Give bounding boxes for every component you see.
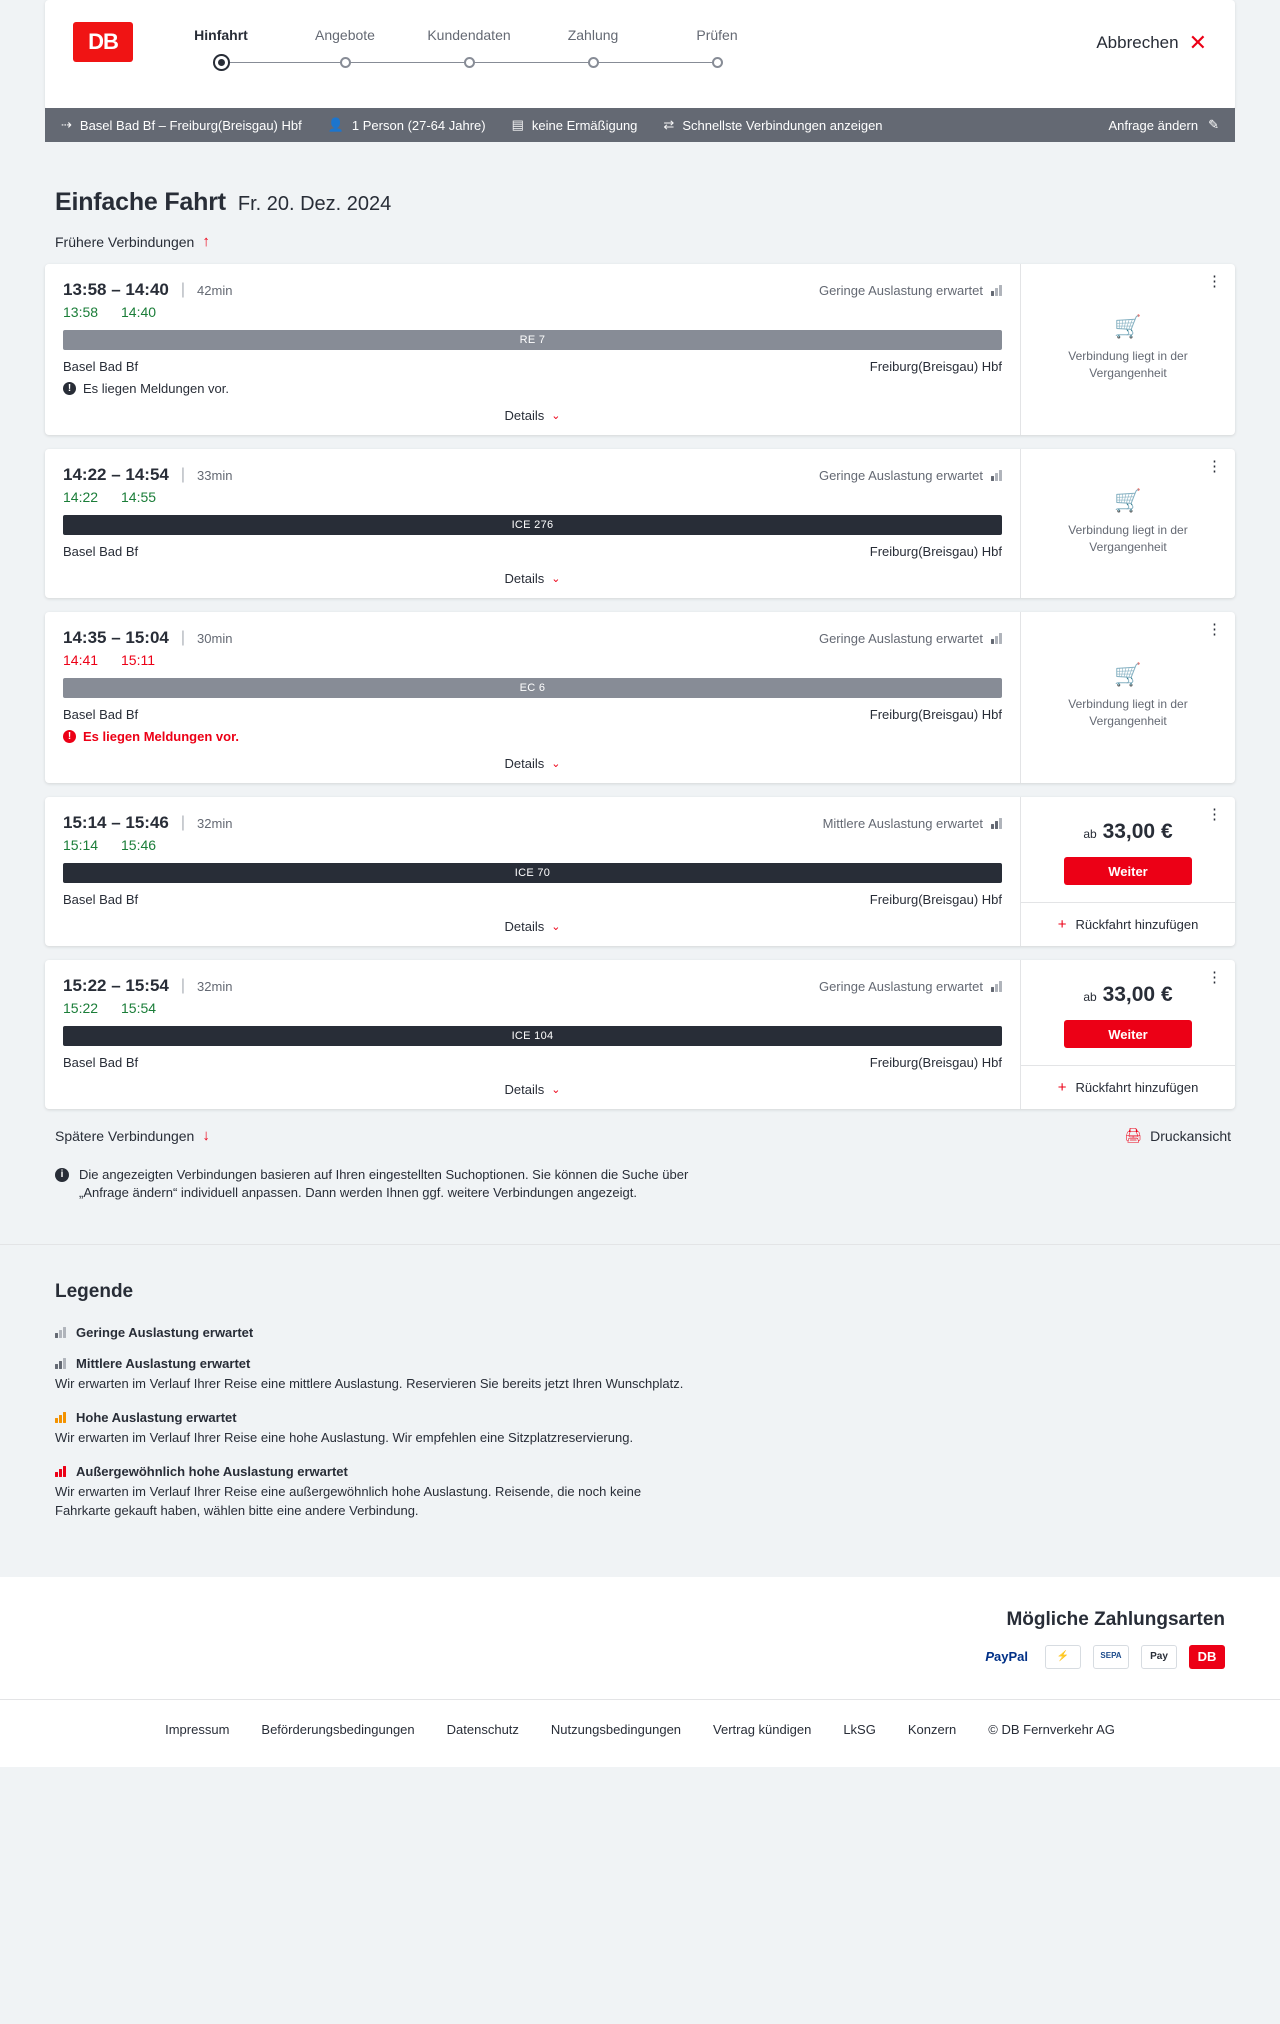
connection-details [45, 264, 1020, 435]
connection-booking-panel [1020, 449, 1235, 598]
details-toggle[interactable] [63, 756, 1002, 771]
connection-card [45, 797, 1235, 946]
realtime-departure: 15:14 [63, 837, 99, 853]
station-from: Basel Bad Bf [63, 892, 139, 907]
connection-duration: 42min [197, 282, 233, 298]
app-header [45, 0, 1235, 110]
chevron-down-icon: ⌄ [551, 410, 561, 422]
search-info-note [45, 1144, 725, 1202]
train-name: ICE 276 [511, 519, 554, 531]
legend-title: Legende [55, 1281, 134, 1303]
realtime-row [63, 1000, 1002, 1016]
step-line-right [221, 62, 283, 63]
time-separator: | [180, 281, 186, 298]
train-badge[interactable] [63, 678, 1002, 698]
station-from: Basel Bad Bf [63, 544, 139, 559]
chevron-down-icon: ⌄ [551, 921, 561, 933]
train-name: EC 6 [519, 682, 546, 694]
connection-time-range: 13:58 – 14:40 [63, 280, 169, 299]
load-bars-icon [991, 818, 1002, 829]
query-options-label: Schnellste Verbindungen anzeigen [682, 117, 883, 133]
cancel-label: Abbrechen [1096, 33, 1179, 52]
info-icon: i [55, 1168, 69, 1182]
db-logo: DB [73, 22, 133, 62]
step-line-left [531, 62, 593, 63]
realtime-arrival: 14:55 [121, 489, 157, 505]
connection-booking-panel [1020, 264, 1235, 435]
price-box [1021, 797, 1235, 902]
more-options-icon[interactable]: ⋮ [1207, 969, 1223, 986]
cart-disabled-icon: 🛒 [1114, 314, 1142, 340]
page-footer [0, 1699, 1280, 1767]
load-bars-icon [55, 1466, 66, 1477]
legend-item-head [55, 1464, 1225, 1479]
query-passengers-label: 1 Person (27-64 Jahre) [351, 117, 486, 133]
legend-item-title: Geringe Auslastung erwartet [76, 1325, 254, 1341]
step-label: Zahlung [567, 27, 619, 43]
past-connection-box [1021, 612, 1235, 783]
step-dot [464, 57, 475, 68]
past-connection-text: Verbindung liegt in der Vergangenheit [1068, 349, 1188, 380]
person-icon: 👤 [327, 117, 344, 132]
connection-time-row [63, 465, 1002, 485]
price-value [1083, 820, 1172, 844]
realtime-departure: 15:22 [63, 1000, 99, 1016]
step-dot-row [159, 51, 283, 73]
past-connection-text: Verbindung liegt in der Vergangenheit [1068, 523, 1188, 554]
connection-load-text: Geringe Auslastung erwartet [818, 282, 983, 298]
station-to: Freiburg(Breisgau) Hbf [869, 1055, 1002, 1070]
route-arrow-icon: ⇢ [61, 117, 72, 132]
step-line-left [655, 62, 717, 63]
connection-load [819, 283, 1002, 298]
stations-row [63, 1055, 1002, 1070]
card-icon: ▤ [511, 117, 524, 132]
load-bars-icon [55, 1327, 66, 1338]
earlier-connections-button[interactable] [45, 233, 1235, 250]
legend-item-title: Hohe Auslastung erwartet [76, 1410, 237, 1426]
legend-item [55, 1325, 1225, 1340]
connection-load [819, 631, 1002, 646]
price-amount: 33,00 € [1102, 820, 1173, 843]
more-options-icon[interactable]: ⋮ [1207, 273, 1223, 290]
alert-icon: ! [63, 382, 76, 395]
connection-time-row [63, 280, 1002, 300]
step-prüfen[interactable] [655, 27, 779, 73]
past-connection-box [1021, 449, 1235, 598]
realtime-arrival: 15:46 [121, 837, 157, 853]
details-toggle[interactable] [63, 919, 1002, 934]
payment-section [0, 1577, 1280, 1699]
query-discount [512, 117, 664, 133]
station-from: Basel Bad Bf [63, 707, 139, 722]
query-discount-label: keine Ermäßigung [531, 117, 638, 133]
realtime-row [63, 489, 1002, 505]
station-from: Basel Bad Bf [63, 359, 139, 374]
chevron-down-icon: ⌄ [551, 1084, 561, 1096]
details-toggle[interactable] [63, 408, 1002, 423]
connection-load-text: Geringe Auslastung erwartet [818, 467, 983, 483]
train-badge[interactable] [63, 330, 1002, 350]
realtime-departure: 14:22 [63, 489, 99, 505]
connection-time-range: 14:22 – 14:54 [63, 465, 169, 484]
realtime-row [63, 652, 1002, 668]
query-summary-bar [45, 108, 1235, 142]
connection-message [63, 381, 1002, 396]
more-options-icon[interactable]: ⋮ [1207, 806, 1223, 823]
train-name: ICE 70 [514, 867, 551, 879]
step-line-left [407, 62, 469, 63]
connection-booking-panel [1020, 612, 1235, 783]
station-to: Freiburg(Breisgau) Hbf [869, 544, 1002, 559]
price-prefix: ab [1083, 827, 1097, 841]
connection-time-row [63, 628, 1002, 648]
train-badge[interactable] [63, 1026, 1002, 1046]
chevron-down-icon: ⌄ [551, 758, 561, 770]
query-options [663, 117, 908, 133]
connection-time-row [63, 976, 1002, 996]
realtime-departure: 13:58 [63, 304, 99, 320]
connection-card [45, 960, 1235, 1109]
add-return-button[interactable] [1021, 902, 1235, 946]
realtime-row [63, 837, 1002, 853]
price-prefix: ab [1083, 990, 1097, 1004]
load-bars-icon [55, 1358, 66, 1369]
legend-item [55, 1356, 1225, 1394]
time-separator: | [180, 977, 186, 994]
step-hinfahrt[interactable] [159, 27, 283, 73]
station-to: Freiburg(Breisgau) Hbf [869, 892, 1002, 907]
legend-item-desc: Wir erwarten im Verlauf Ihrer Reise eine mittlere Auslastung. Reservieren Sie bereits jetzt Ihren Wunschplatz. [55, 1376, 684, 1392]
realtime-arrival: 15:11 [121, 652, 155, 668]
step-dot-row [283, 51, 407, 73]
connection-load-text: Mittlere Auslastung erwartet [822, 815, 983, 831]
plus-icon: + [1057, 1079, 1067, 1096]
realtime-arrival: 14:40 [121, 304, 157, 320]
footer-link[interactable]: Nutzungsbedingungen [550, 1721, 682, 1737]
station-to: Freiburg(Breisgau) Hbf [869, 707, 1002, 722]
later-connections-label: Spätere Verbindungen [55, 1127, 195, 1144]
footer-link[interactable]: Beförderungsbedingungen [261, 1721, 415, 1737]
legend-item-head [55, 1410, 1225, 1425]
details-label: Details [504, 408, 545, 423]
earlier-connections-label: Frühere Verbindungen [55, 233, 195, 250]
step-dot [218, 59, 225, 66]
connection-message-text: Es liegen Meldungen vor. [83, 381, 229, 396]
footer-links [0, 1722, 1280, 1737]
connection-time-range: 15:14 – 15:46 [63, 813, 169, 832]
load-bars-icon [991, 981, 1002, 992]
connection-card [45, 264, 1235, 435]
legend-item-desc: Wir erwarten im Verlauf Ihrer Reise eine außergewöhnlich hohe Auslastung. Reisende, die noch keine Fahrkarte gekauft haben, wählen bitte eine andere Verbindung. [55, 1484, 642, 1518]
change-query-button[interactable] [1108, 117, 1219, 133]
footer-link[interactable]: Vertrag kündigen [713, 1721, 812, 1737]
details-toggle[interactable] [63, 571, 1002, 586]
step-dot-row [655, 51, 779, 73]
connection-load-text: Geringe Auslastung erwartet [818, 978, 983, 994]
details-label: Details [504, 1082, 545, 1097]
stations-row [63, 544, 1002, 559]
connection-card [45, 449, 1235, 598]
connection-duration: 30min [197, 630, 233, 646]
connection-time-range: 15:22 – 15:54 [63, 976, 169, 995]
footer-link[interactable]: Datenschutz [446, 1721, 519, 1737]
stations-row [63, 707, 1002, 722]
search-info-text: Die angezeigten Verbindungen basieren auf Ihren eingestellten Suchoptionen. Sie können die Suche über „Anfrage ändern“ individuell anpassen. Dann werden Ihnen ggf. weitere Verbindungen angezeigt. [79, 1167, 689, 1201]
legend-item-head [55, 1356, 1225, 1371]
price-box [1021, 960, 1235, 1065]
print-view-button[interactable] [1124, 1127, 1231, 1144]
connection-load [819, 979, 1002, 994]
load-bars-icon [991, 633, 1002, 644]
apple-pay-icon: Pay [1141, 1645, 1177, 1669]
sofort-icon: ⚡ [1045, 1645, 1081, 1669]
footer-copyright: © DB Fernverkehr AG [988, 1721, 1115, 1737]
station-to: Freiburg(Breisgau) Hbf [869, 359, 1002, 374]
query-passengers [328, 117, 512, 133]
realtime-row [63, 304, 1002, 320]
connection-time-row [63, 813, 1002, 833]
connection-duration: 32min [197, 978, 233, 994]
train-name: RE 7 [519, 334, 546, 346]
connection-message-text: Es liegen Meldungen vor. [83, 729, 240, 744]
footer-link[interactable]: Impressum [165, 1721, 230, 1737]
connection-load [819, 468, 1002, 483]
connection-details [45, 612, 1020, 783]
add-return-label: Rückfahrt hinzufügen [1075, 1080, 1199, 1095]
legend-item-title: Mittlere Auslastung erwartet [76, 1356, 251, 1372]
footer-link[interactable]: LkSG [843, 1721, 876, 1737]
legend-list [55, 1325, 1225, 1520]
payment-icons [980, 1645, 1225, 1669]
load-bars-icon [991, 285, 1002, 296]
step-dot-row [531, 51, 655, 73]
details-label: Details [504, 756, 545, 771]
train-name: ICE 104 [511, 1030, 554, 1042]
step-zahlung[interactable] [531, 27, 655, 73]
step-kundendaten[interactable] [407, 27, 531, 73]
details-toggle[interactable] [63, 1082, 1002, 1097]
time-separator: | [180, 629, 186, 646]
step-line-left [283, 62, 345, 63]
page-title [45, 188, 1235, 217]
query-route-label: Basel Bad Bf – Freiburg(Breisgau) Hbf [79, 117, 302, 133]
alert-icon: ! [63, 730, 76, 743]
train-badge[interactable] [63, 515, 1002, 535]
step-dot-row [407, 51, 531, 73]
step-dot [340, 57, 351, 68]
legend-item-head [55, 1325, 1225, 1340]
arrow-down-icon: ↓ [202, 1127, 210, 1144]
past-connection-box [1021, 264, 1235, 435]
past-connection-text: Verbindung liegt in der Vergangenheit [1068, 697, 1188, 728]
cancel-button[interactable] [1096, 32, 1207, 54]
printer-icon: 🖨 [1124, 1127, 1143, 1143]
paypal-icon: P ayPal [980, 1645, 1033, 1669]
connection-list [45, 264, 1235, 1109]
booking-stepper [159, 27, 779, 73]
connection-booking-panel [1020, 960, 1235, 1109]
connection-details [45, 960, 1020, 1109]
details-label: Details [504, 919, 545, 934]
list-bottom-row [45, 1127, 1235, 1144]
stations-row [63, 892, 1002, 907]
connection-load-text: Geringe Auslastung erwartet [818, 630, 983, 646]
step-line-right [469, 62, 531, 63]
step-label: Hinfahrt [194, 27, 248, 43]
load-bars-icon [991, 470, 1002, 481]
price-amount: 33,00 € [1102, 983, 1173, 1006]
filter-icon: ⇄ [663, 117, 675, 132]
close-icon: ✕ [1188, 30, 1207, 55]
legend-section [0, 1244, 1280, 1576]
page-title-text: Einfache Fahrt [55, 188, 226, 216]
chevron-down-icon: ⌄ [551, 573, 561, 585]
sepa-icon: SEPA [1093, 1645, 1129, 1669]
pencil-icon: ✎ [1208, 117, 1219, 132]
step-angebote[interactable] [283, 27, 407, 73]
realtime-departure: 14:41 [63, 652, 99, 668]
step-dot [712, 57, 723, 68]
connection-details [45, 797, 1020, 946]
step-dot [588, 57, 599, 68]
cart-disabled-icon: 🛒 [1114, 488, 1142, 514]
stations-row [63, 359, 1002, 374]
payment-title: Mögliche Zahlungsarten [1006, 1608, 1225, 1630]
weiter-button[interactable]: Weiter [1064, 1020, 1192, 1048]
main-content [45, 144, 1235, 1202]
cart-disabled-icon: 🛒 [1114, 662, 1142, 688]
station-from: Basel Bad Bf [63, 1055, 139, 1070]
connection-card [45, 612, 1235, 783]
query-route [61, 117, 328, 133]
legend-item [55, 1410, 1225, 1448]
connection-duration: 33min [197, 467, 233, 483]
details-label: Details [504, 571, 545, 586]
weiter-button[interactable]: Weiter [1064, 857, 1192, 885]
add-return-button[interactable] [1021, 1065, 1235, 1109]
time-separator: | [180, 466, 186, 483]
step-line-right [345, 62, 407, 63]
connection-booking-panel [1020, 797, 1235, 946]
later-connections-button[interactable] [55, 1127, 210, 1144]
change-query-label: Anfrage ändern [1108, 117, 1199, 133]
connection-message [63, 729, 1002, 744]
connection-details [45, 449, 1020, 598]
footer-link[interactable]: Konzern [907, 1721, 957, 1737]
arrow-up-icon: ↑ [202, 233, 210, 250]
connection-duration: 32min [197, 815, 233, 831]
step-label: Kundendaten [427, 27, 511, 43]
more-options-icon[interactable]: ⋮ [1207, 458, 1223, 475]
plus-icon: + [1057, 916, 1067, 933]
price-value [1083, 983, 1172, 1007]
page-title-date: Fr. 20. Dez. 2024 [237, 193, 392, 215]
step-line-right [593, 62, 655, 63]
legend-item [55, 1464, 1225, 1521]
print-view-label: Druckansicht [1150, 1127, 1231, 1144]
connection-time-range: 14:35 – 15:04 [63, 628, 169, 647]
legend-item-title: Außergewöhnlich hohe Auslastung erwartet [76, 1464, 348, 1480]
time-separator: | [180, 814, 186, 831]
step-label: Angebote [315, 27, 375, 43]
add-return-label: Rückfahrt hinzufügen [1075, 917, 1199, 932]
step-label: Prüfen [696, 27, 738, 43]
realtime-arrival: 15:54 [121, 1000, 157, 1016]
more-options-icon[interactable]: ⋮ [1207, 621, 1223, 638]
load-bars-icon [55, 1412, 66, 1423]
legend-item-desc: Wir erwarten im Verlauf Ihrer Reise eine hohe Auslastung. Wir empfehlen eine Sitzplatzreservierung. [55, 1430, 634, 1446]
db-pay-icon: DB [1189, 1645, 1225, 1669]
connection-load [823, 816, 1002, 831]
train-badge[interactable] [63, 863, 1002, 883]
